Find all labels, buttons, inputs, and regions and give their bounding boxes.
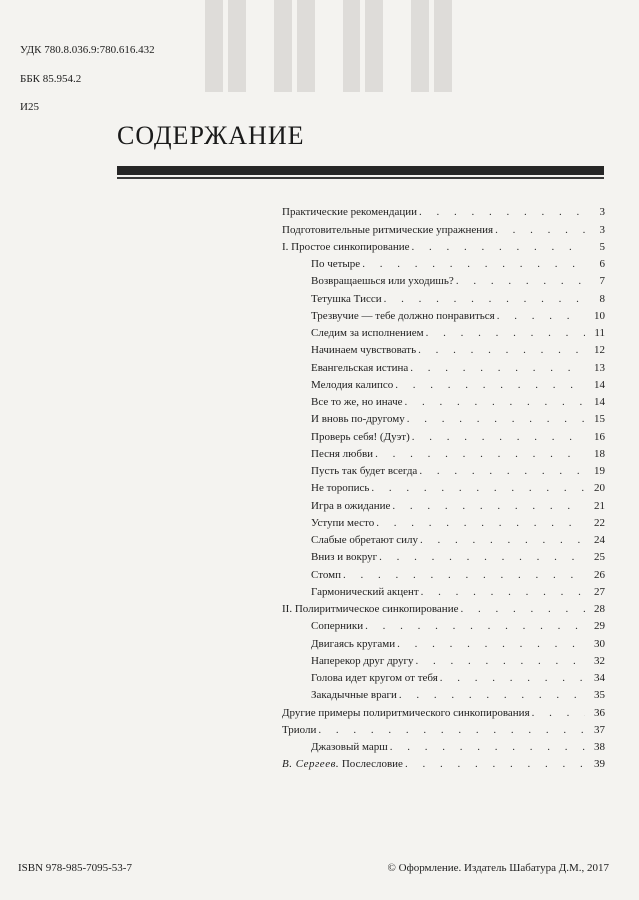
toc-entry — [282, 753, 605, 770]
toc-entry-text: Другие примеры полиритмического синкопирования — [282, 706, 530, 719]
dot-leader — [390, 500, 585, 512]
toc-entry-text: Уступи место — [311, 516, 375, 529]
dot-leader — [530, 707, 585, 719]
toc-entry-page: 37 — [594, 723, 605, 736]
toc-entry — [282, 322, 605, 339]
toc-entry — [282, 581, 605, 598]
bleed-through-piano-keys — [205, 0, 475, 92]
toc-entry-title — [311, 327, 424, 339]
toc-entry-text: Евангельская истина — [311, 361, 409, 374]
toc-entry-text: Песня любви — [311, 447, 374, 460]
toc-entry-text: Джазовый марш — [311, 741, 388, 753]
toc-entry-title — [311, 672, 438, 684]
isbn: ISBN 978-985-7095-53-7 — [18, 862, 132, 874]
toc-entry — [282, 632, 605, 649]
toc-entry — [282, 460, 605, 477]
toc-entry-text: Наперекор друг другу — [311, 654, 414, 667]
toc-entry-title — [311, 413, 405, 425]
toc-entry — [282, 201, 605, 218]
toc-entry-text: По четыре — [311, 258, 361, 270]
toc-entry-page: 32 — [594, 654, 605, 667]
bbk-code: ББК 85.954.2 — [20, 73, 82, 85]
dot-leader — [360, 258, 585, 270]
dot-leader — [417, 465, 585, 477]
toc-entry-text: Стомп — [311, 568, 341, 581]
dot-leader — [363, 620, 585, 632]
toc-entry-title — [311, 293, 382, 305]
dot-leader — [341, 569, 585, 581]
toc-entry-title — [311, 517, 374, 529]
toc-entry — [282, 719, 605, 736]
toc-entry-text: Тетушка Тисси — [311, 292, 382, 305]
toc-entry-text: Трезвучие — тебе должно понравиться — [311, 309, 495, 322]
dot-leader — [458, 603, 585, 615]
dot-leader — [405, 413, 585, 425]
toc-entry-text: Игра в ожидание — [311, 499, 391, 512]
toc-entry-title — [311, 482, 369, 494]
toc-entry-page: 5 — [599, 240, 605, 253]
toc-entry-title — [311, 741, 388, 753]
toc-entry-title — [311, 448, 373, 460]
toc-entry-page: 38 — [594, 741, 605, 753]
toc-entry-page: 24 — [594, 534, 605, 546]
toc-entry-text: II. Полиритмическое синкопирование — [282, 603, 459, 615]
toc-entry — [282, 598, 605, 615]
dot-leader — [438, 672, 585, 684]
toc-entry-author: В. Сергеев. — [282, 758, 340, 771]
toc-entry-page: 27 — [594, 585, 605, 598]
toc-entry — [282, 408, 605, 425]
toc-entry-text: Соперники — [311, 620, 364, 633]
toc-entry — [282, 546, 605, 563]
toc-entry-page: 36 — [594, 706, 605, 719]
toc-entry — [282, 270, 605, 287]
toc-entry-title — [311, 620, 363, 632]
toc-entry-text: И вновь по-другому — [311, 413, 405, 426]
toc-entry-text: Проверь себя! (Дуэт) — [311, 430, 410, 443]
page-title: СОДЕРЖАНИЕ — [117, 121, 305, 150]
toc-entry-page: 19 — [594, 465, 605, 477]
dot-leader — [414, 655, 585, 667]
toc-entry-title — [311, 689, 397, 701]
dot-leader — [495, 310, 585, 322]
toc-entry — [282, 615, 605, 632]
toc-entry-page: 39 — [594, 758, 605, 771]
toc-entry-text: Не торопись — [311, 482, 370, 495]
toc-entry-page: 3 — [599, 206, 605, 219]
table-of-contents — [282, 201, 605, 770]
toc-entry — [282, 736, 605, 753]
toc-entry — [282, 529, 605, 546]
toc-entry-page: 6 — [599, 258, 605, 270]
toc-entry-title — [311, 275, 454, 287]
toc-entry-page: 10 — [594, 309, 605, 322]
toc-entry-page: 25 — [594, 551, 605, 564]
toc-entry — [282, 305, 605, 322]
toc-entry — [282, 563, 605, 580]
dot-leader — [403, 396, 585, 408]
toc-entry-page: 3 — [599, 223, 605, 236]
toc-entry — [282, 218, 605, 235]
toc-entry-text: Начинаем чувствовать — [311, 344, 417, 357]
toc-entry-text: Мелодия калипсо — [311, 378, 394, 391]
toc-entry — [282, 287, 605, 304]
toc-entry-page: 35 — [594, 689, 605, 702]
toc-entry-title — [311, 638, 395, 650]
dot-leader — [374, 517, 585, 529]
toc-entry-title — [282, 603, 458, 615]
dot-leader — [395, 638, 585, 650]
toc-entry — [282, 443, 605, 460]
toc-entry-page: 18 — [594, 447, 605, 460]
dot-leader — [397, 689, 585, 701]
toc-entry-page: 14 — [594, 378, 605, 391]
dot-leader — [393, 379, 585, 391]
toc-entry-title — [311, 379, 393, 391]
heading-rule-thin — [117, 177, 604, 179]
dot-leader — [373, 448, 585, 460]
copyright: © Оформление. Издатель Шабатура Д.М., 2017 — [387, 862, 609, 874]
toc-entry — [282, 650, 605, 667]
udk-code: УДК 780.8.036.9:780.616.432 — [20, 44, 155, 56]
dot-leader — [417, 206, 585, 218]
toc-entry-title — [311, 258, 360, 270]
toc-entry-title — [311, 431, 410, 443]
toc-entry-page: 7 — [599, 275, 605, 288]
dot-leader — [377, 551, 585, 563]
toc-entry — [282, 477, 605, 494]
toc-entry-title — [311, 586, 419, 598]
toc-entry-text: Слабые обретают силу — [311, 534, 419, 546]
toc-entry-title — [311, 465, 417, 477]
toc-entry-text: Закадычные враги — [311, 689, 397, 702]
toc-entry-title — [282, 206, 417, 218]
toc-entry-title — [282, 707, 530, 719]
toc-entry-title — [282, 724, 316, 736]
toc-entry-page: 22 — [594, 516, 605, 529]
dot-leader — [316, 724, 585, 736]
dot-leader — [369, 482, 585, 494]
toc-entry-title — [311, 534, 418, 546]
toc-entry — [282, 339, 605, 356]
toc-entry-text: Подготовительные ритмические упражнения — [282, 223, 494, 236]
toc-entry-text: Следим за исполнением — [311, 327, 424, 339]
toc-entry-page: 26 — [594, 568, 605, 581]
toc-entry-text: Двигаясь кругами — [311, 637, 396, 650]
toc-entry-title — [311, 500, 390, 512]
toc-entry-page: 30 — [594, 637, 605, 650]
author-index: И25 — [20, 101, 39, 113]
toc-entry — [282, 667, 605, 684]
toc-entry-title — [311, 362, 408, 374]
dot-leader — [382, 293, 585, 305]
dot-leader — [403, 758, 585, 770]
toc-entry-page: 14 — [594, 396, 605, 408]
dot-leader — [410, 241, 586, 253]
toc-entry-title — [282, 241, 410, 253]
toc-entry — [282, 253, 605, 270]
toc-entry-page: 15 — [594, 413, 605, 426]
toc-entry-page: 8 — [599, 292, 605, 305]
toc-entry-page: 12 — [594, 344, 605, 357]
toc-entry — [282, 425, 605, 442]
toc-entry-page: 13 — [594, 361, 605, 374]
toc-entry — [282, 391, 605, 408]
toc-entry — [282, 236, 605, 253]
toc-entry-text: Триоли — [282, 723, 317, 736]
toc-entry-title — [311, 569, 341, 581]
toc-entry-text: Вниз и вокруг — [311, 551, 378, 564]
toc-entry — [282, 684, 605, 701]
dot-leader — [416, 344, 585, 356]
toc-entry — [282, 512, 605, 529]
toc-entry-text: Гармонический акцент — [311, 585, 419, 598]
toc-entry — [282, 494, 605, 511]
toc-entry — [282, 356, 605, 373]
toc-entry-title — [311, 551, 377, 563]
toc-entry-text: Голова идет кругом от тебя — [311, 672, 438, 684]
toc-entry-text: Возвращаешься или уходишь? — [311, 275, 454, 288]
dot-leader — [410, 431, 585, 443]
toc-entry-text: I. Простое синкопирование — [282, 240, 410, 253]
heading-rule-thick — [117, 166, 604, 175]
toc-entry-page: 20 — [594, 482, 605, 495]
toc-entry-page: 34 — [594, 672, 605, 684]
dot-leader — [419, 586, 585, 598]
toc-entry-page: 28 — [594, 603, 605, 615]
dot-leader — [408, 362, 585, 374]
dot-leader — [388, 741, 585, 753]
toc-entry-page: 29 — [594, 620, 605, 633]
toc-entry-title — [311, 344, 416, 356]
toc-entry — [282, 374, 605, 391]
toc-entry-title — [311, 396, 403, 408]
dot-leader — [493, 224, 585, 236]
toc-entry-text: Пусть так будет всегда — [311, 465, 418, 477]
toc-entry-page: 11 — [594, 327, 605, 339]
dot-leader — [418, 534, 585, 546]
toc-entry — [282, 701, 605, 718]
dot-leader — [424, 327, 585, 339]
dot-leader — [454, 275, 585, 287]
toc-entry-text: Послесловие — [341, 758, 403, 771]
toc-entry-page: 21 — [594, 499, 605, 512]
toc-entry-title — [311, 655, 414, 667]
toc-entry-title — [282, 758, 403, 770]
toc-entry-title — [311, 310, 495, 322]
toc-entry-page: 16 — [594, 430, 605, 443]
toc-entry-text: Все то же, но иначе — [311, 396, 403, 408]
toc-entry-title — [282, 224, 493, 236]
toc-entry-text: Практические рекомендации — [282, 206, 417, 219]
